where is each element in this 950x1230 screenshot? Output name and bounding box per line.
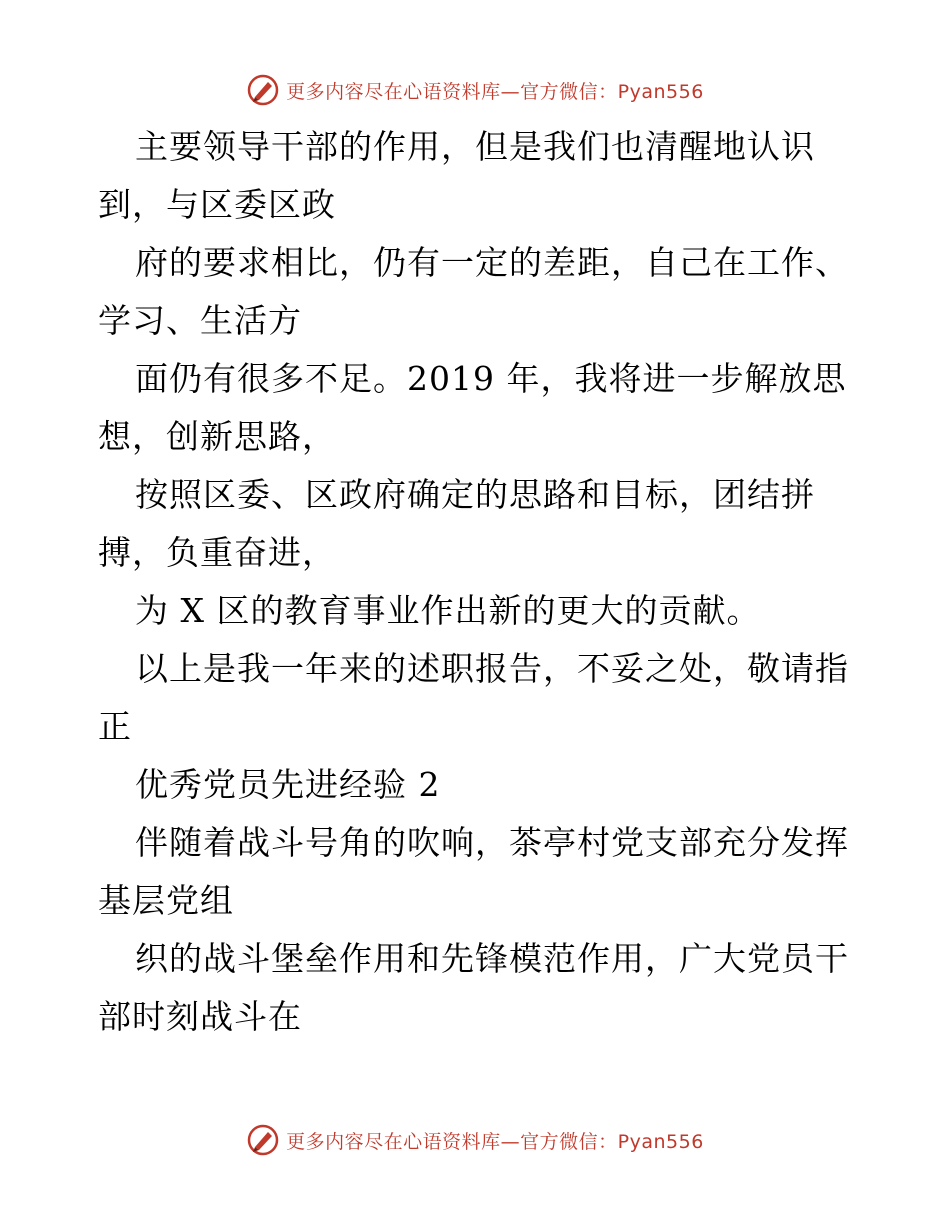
paragraph <box>98 466 858 582</box>
paragraph <box>98 640 858 756</box>
paragraph <box>98 234 858 350</box>
paragraph <box>98 582 858 640</box>
pen-logo-icon <box>246 73 280 107</box>
paragraph <box>98 118 858 234</box>
watermark-text: 更多内容尽在心语资料库—官方微信：Pyan556 <box>286 1130 704 1153</box>
header-watermark <box>0 70 950 110</box>
paragraph-line: 主要领导干部的作用，但是我们也清醒地认识 <box>135 127 815 166</box>
paragraph-line: 府的要求相比，仍有一定的差距，自己在工作、 <box>135 243 849 282</box>
paragraph-line: 面仍有很多不足。2019 年，我将进一步解放思 <box>135 359 847 398</box>
paragraph-line: 伴随着战斗号角的吹响，茶亭村党支部充分发挥 <box>135 823 849 862</box>
paragraph <box>98 350 858 466</box>
paragraph-continuation: 部时刻战斗在 <box>98 997 302 1036</box>
paragraph <box>98 814 858 930</box>
paragraph <box>98 930 858 1046</box>
section-heading <box>98 756 858 814</box>
paragraph-line: 为 X 区的教育事业作出新的更大的贡献。 <box>135 591 761 630</box>
paragraph-line: 以上是我一年来的述职报告，不妥之处，敬请指 <box>135 649 849 688</box>
document-body <box>98 118 858 1046</box>
footer-watermark <box>0 1120 950 1160</box>
paragraph-line: 优秀党员先进经验 2 <box>135 765 441 804</box>
paragraph-continuation: 到，与区委区政 <box>98 185 336 224</box>
watermark-text: 更多内容尽在心语资料库—官方微信：Pyan556 <box>286 80 704 103</box>
pen-logo-icon <box>246 1123 280 1157</box>
paragraph-continuation: 学习、生活方 <box>98 301 302 340</box>
paragraph-continuation: 基层党组 <box>98 881 234 920</box>
paragraph-line: 按照区委、区政府确定的思路和目标，团结拼 <box>135 475 815 514</box>
paragraph-continuation: 正 <box>98 707 132 746</box>
paragraph-line: 织的战斗堡垒作用和先锋模范作用，广大党员干 <box>135 939 849 978</box>
paragraph-continuation: 搏，负重奋进， <box>98 533 336 572</box>
paragraph-continuation: 想，创新思路， <box>98 417 336 456</box>
